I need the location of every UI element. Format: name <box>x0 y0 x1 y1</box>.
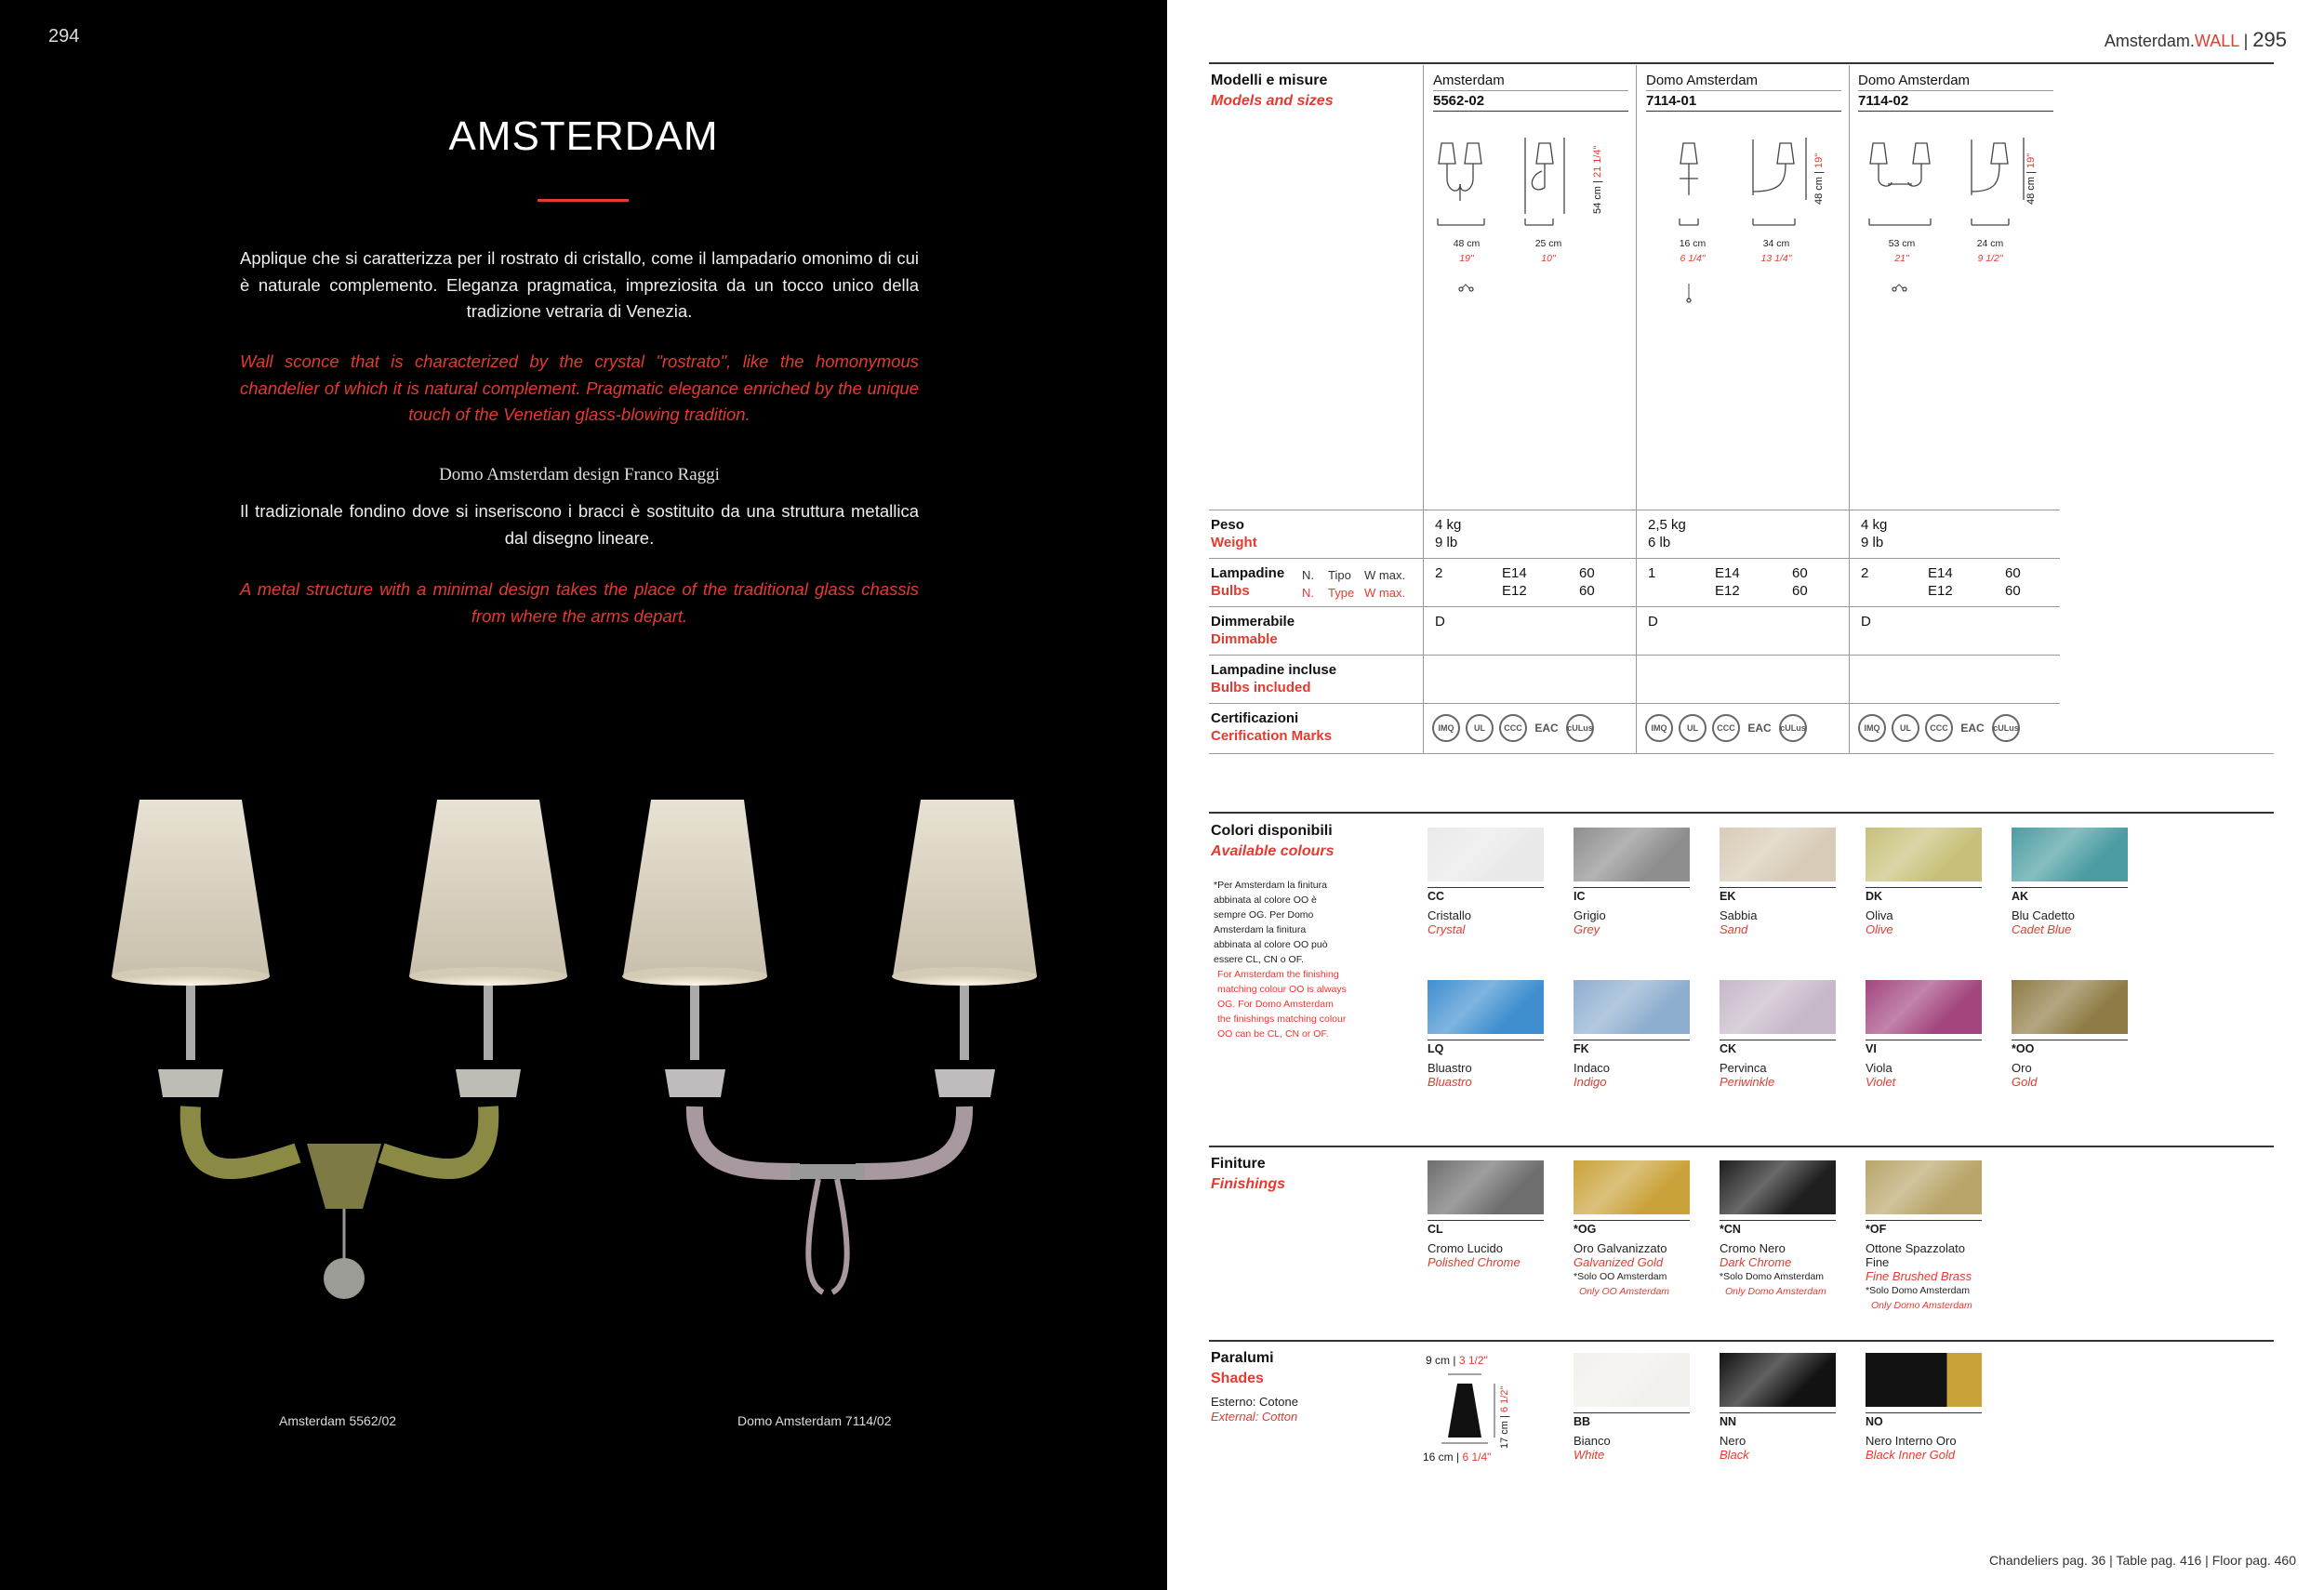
drawing-7114-01 <box>1646 130 1841 316</box>
culus-mark-icon: cULus <box>1992 714 2020 742</box>
bulbs-type-en: E12 <box>1715 583 1740 599</box>
swatch-item <box>1720 1353 1840 1462</box>
bulbs-col-type-en: Type <box>1328 586 1355 600</box>
cert-marks <box>1858 714 2020 742</box>
ccc-mark-icon: CCC <box>1712 714 1740 742</box>
weight-label-en: Weight <box>1211 535 1257 550</box>
bulbs-label-en: Bulbs <box>1211 583 1250 599</box>
swatch-nn <box>1720 1353 1836 1407</box>
swatch-rule <box>1574 1412 1690 1413</box>
shades-label-en: Shades <box>1211 1371 1264 1386</box>
swatch-name-en: Cadet Blue <box>2012 922 2072 936</box>
dim-width-1: 53 cm <box>1888 238 1916 249</box>
swatch-name: Pervinca <box>1720 1061 1767 1075</box>
row-rule <box>1209 606 2060 607</box>
dimmable-label: Dimmerabile <box>1211 614 1295 629</box>
bulbs-n: 2 <box>1435 565 1443 581</box>
eac-mark-icon: EAC <box>1960 722 1985 735</box>
swatch-cl <box>1428 1160 1544 1214</box>
finishes-label: Finiture <box>1211 1156 1266 1172</box>
swatch-code: NO <box>1866 1415 1883 1428</box>
swatch-code: CK <box>1720 1042 1737 1055</box>
swatch-name-en: Fine Brushed Brass <box>1866 1269 1972 1283</box>
culus-mark-icon: cULus <box>1566 714 1594 742</box>
bulbs-included-label: Lampadine incluse <box>1211 662 1337 678</box>
eac-mark-icon: EAC <box>1747 722 1772 735</box>
swatch-item <box>1866 1160 1986 1313</box>
description2-italian: Il tradizionale fondino dove si inseriscono i bracci è sostituito da una struttura metallica dal disegno lineare. <box>240 501 919 548</box>
top-rule <box>1209 62 2274 64</box>
bulbs-type: E14 <box>1715 565 1740 581</box>
dim-width-2-in: 13 1/4" <box>1760 253 1792 264</box>
swatch-note-en: Only OO Amsterdam <box>1579 1286 1670 1297</box>
caption-amsterdam: Amsterdam 5562/02 <box>279 1413 397 1428</box>
swatch-code: BB <box>1574 1415 1591 1428</box>
model-code-rule <box>1646 111 1841 112</box>
swatch-name-en: Crystal <box>1428 922 1466 936</box>
swatch-item <box>1574 828 1694 936</box>
swatch-code: *CN <box>1720 1223 1741 1236</box>
swatch-code: IC <box>1574 890 1586 903</box>
swatch-code: *OG <box>1574 1223 1597 1236</box>
certs-label-en: Cerification Marks <box>1211 728 1333 744</box>
finishes-label-en: Finishings <box>1211 1176 1285 1192</box>
model-code-rule <box>1858 111 2053 112</box>
swatch-item <box>1720 1160 1840 1299</box>
swatch-vi <box>1866 980 1982 1034</box>
shades-rule <box>1209 1340 2274 1342</box>
description-english: Wall sconce that is characterized by the crystal "rostrato", like the homonymous chandelier of which it is natural complement. Pragmatic elegance enriched by the unique touch of the Venetian glass-blowing tradition. <box>240 351 919 424</box>
swatch-code: *OF <box>1866 1223 1887 1236</box>
swatch-ek <box>1720 828 1836 881</box>
colours-note-en: For Amsterdam the finishing matching colour OO is always OG. For Domo Amsterdam the finishings matching colour OO can be CL, CN or OF. <box>1217 969 1347 1040</box>
dimmable-value: D <box>1435 614 1445 629</box>
product-photo-domo-amsterdam <box>604 800 1051 1320</box>
model-code: 5562-02 <box>1433 93 1485 109</box>
swatch-name-en: Periwinkle <box>1720 1075 1775 1089</box>
bulbs-wmax-en: 60 <box>1792 583 1808 599</box>
dim-width-1-in: 6 1/4" <box>1680 253 1706 264</box>
swatch-name-en: Black Inner Gold <box>1866 1448 1956 1462</box>
swatch-name: Bianco <box>1574 1434 1611 1448</box>
swatch-item <box>1866 980 1986 1089</box>
dim-width-2-in: 9 1/2" <box>1977 253 2003 264</box>
weight-value: 4 kg <box>1435 517 1462 533</box>
swatch-name: Indaco <box>1574 1061 1611 1075</box>
swatch-name: Oro <box>2012 1061 2032 1075</box>
swatch-item <box>1720 980 1840 1089</box>
bulbs-col-type: Tipo <box>1328 568 1351 582</box>
swatch-rule <box>2012 887 2128 888</box>
swatch-item <box>1574 980 1694 1089</box>
swatch-note: *Solo OO Amsterdam <box>1574 1271 1667 1282</box>
colours-label-en: Available colours <box>1211 843 1335 859</box>
product-photo-amsterdam <box>102 800 651 1320</box>
swatch-rule <box>1428 1220 1544 1221</box>
header-category: WALL <box>2194 32 2239 50</box>
swatch-name: Bluastro <box>1428 1061 1472 1075</box>
swatch-item <box>1428 828 1548 936</box>
swatch-name-en: White <box>1574 1448 1605 1462</box>
swatch-name: Cromo Nero <box>1720 1241 1786 1255</box>
row-rule <box>1209 753 2274 754</box>
dim-height-3: 48 cm | 19" <box>2025 152 2037 205</box>
row-rule <box>1209 655 2060 656</box>
swatch-item <box>1720 828 1840 936</box>
ul-mark-icon: UL <box>1892 714 1919 742</box>
model-code-rule <box>1433 111 1628 112</box>
swatch-name-en: Black <box>1720 1448 1749 1462</box>
swatch-code: CC <box>1428 890 1445 903</box>
dim-width-1-in: 19" <box>1459 253 1474 264</box>
title-underline <box>538 199 629 202</box>
swatch-rule <box>1428 887 1544 888</box>
swatch-oo <box>2012 980 2128 1034</box>
swatch-name-en: Bluastro <box>1428 1075 1472 1089</box>
swatch-ic <box>1574 828 1690 881</box>
page-header <box>2105 28 2287 52</box>
swatch-name-en: Galvanized Gold <box>1574 1255 1664 1269</box>
swatch-rule <box>1720 887 1836 888</box>
swatch-name: Blu Cadetto <box>2012 908 2075 922</box>
dimmable-value: D <box>1861 614 1871 629</box>
swatch-rule <box>1866 887 1982 888</box>
model-col-3 <box>1858 73 2053 110</box>
page-number-right: 295 <box>2252 28 2287 51</box>
model-col-1 <box>1433 73 1628 110</box>
row-rule <box>1209 703 2060 704</box>
swatch-name: Grigio <box>1574 908 1606 922</box>
finishes-rule <box>1209 1146 2274 1147</box>
swatch-name-en: Sand <box>1720 922 1748 936</box>
footer-cross-references: Chandeliers pag. 36 | Table pag. 416 | Floor pag. 460 <box>1988 1553 2296 1568</box>
swatch-code: CL <box>1428 1223 1443 1236</box>
imq-mark-icon: IMQ <box>1645 714 1673 742</box>
swatch-item <box>1574 1353 1694 1462</box>
swatch-rule <box>1866 1220 1982 1221</box>
swatch-note: *Solo Domo Amsterdam <box>1866 1285 1971 1296</box>
imq-mark-icon: IMQ <box>1858 714 1886 742</box>
swatch-name: Cristallo <box>1428 908 1471 922</box>
swatch-name-en: Indigo <box>1574 1075 1607 1089</box>
swatch-rule <box>1866 1412 1982 1413</box>
swatch-name-en: Polished Chrome <box>1428 1255 1521 1269</box>
swatch-code: LQ <box>1428 1042 1444 1055</box>
models-label: Modelli e misure <box>1211 73 1328 88</box>
swatch-item <box>1574 1160 1694 1299</box>
swatch-note-en: Only Domo Amsterdam <box>1725 1286 1826 1297</box>
bulbs-type: E14 <box>1502 565 1527 581</box>
models-label-en: Models and sizes <box>1211 93 1334 109</box>
swatch-name: Nero <box>1720 1434 1746 1448</box>
header-separator: | <box>2243 32 2249 50</box>
model-name-rule <box>1433 90 1628 91</box>
swatch-item <box>1428 1160 1548 1269</box>
swatch-name-en: Grey <box>1574 922 1600 936</box>
dim-width-1: 48 cm <box>1453 238 1481 249</box>
model-code: 7114-01 <box>1646 93 1697 109</box>
swatch-cn <box>1720 1160 1836 1214</box>
swatch-code: *OO <box>2012 1042 2035 1055</box>
ul-mark-icon: UL <box>1466 714 1494 742</box>
bulbs-type: E14 <box>1928 565 1953 581</box>
swatch-name: Viola <box>1866 1061 1892 1075</box>
swatch-item <box>2012 828 2132 936</box>
col-divider-1 <box>1423 65 1424 753</box>
bulbs-type-en: E12 <box>1502 583 1527 599</box>
model-code: 7114-02 <box>1858 93 1909 109</box>
col-divider-2 <box>1636 65 1637 753</box>
swatch-item <box>2012 980 2132 1089</box>
swatch-no <box>1866 1353 1982 1407</box>
dim-height-2: 48 cm | 19" <box>1813 152 1825 205</box>
swatch-lq <box>1428 980 1544 1034</box>
shades-label: Paralumi <box>1211 1350 1274 1366</box>
cert-marks <box>1432 714 1594 742</box>
shade-top-dim: 9 cm | 3 1/2" <box>1426 1354 1488 1367</box>
swatch-name: Oro Galvanizzato <box>1574 1241 1667 1255</box>
drawing-7114-02 <box>1858 130 2053 316</box>
dimmable-label-en: Dimmable <box>1211 631 1278 647</box>
colours-label: Colori disponibili <box>1211 823 1333 839</box>
swatch-rule <box>1574 1220 1690 1221</box>
swatch-note-en: Only Domo Amsterdam <box>1871 1300 1972 1311</box>
imq-mark-icon: IMQ <box>1432 714 1460 742</box>
swatch-cc <box>1428 828 1544 881</box>
shades-material: Esterno: Cotone <box>1211 1395 1298 1409</box>
swatch-code: FK <box>1574 1042 1589 1055</box>
row-rule <box>1209 558 2060 559</box>
swatch-name-en: Dark Chrome <box>1720 1255 1792 1269</box>
col-divider-3 <box>1849 65 1850 753</box>
bulbs-wmax-en: 60 <box>1579 583 1595 599</box>
dim-width-1: 16 cm <box>1679 238 1706 249</box>
bulbs-type-en: E12 <box>1928 583 1953 599</box>
bulbs-n: 2 <box>1861 565 1869 581</box>
swatch-fk <box>1574 980 1690 1034</box>
bulbs-col-wmax: W max. <box>1364 568 1406 582</box>
cert-marks <box>1645 714 1807 742</box>
swatch-name: Nero Interno Oro <box>1866 1434 1957 1448</box>
dimmable-value: D <box>1648 614 1658 629</box>
swatch-name: Ottone Spazzolato Fine <box>1866 1241 1965 1269</box>
header-collection: Amsterdam. <box>2104 32 2195 50</box>
bulbs-col-n: N. <box>1302 568 1314 582</box>
swatch-rule <box>1720 1220 1836 1221</box>
model-col-2 <box>1646 73 1841 110</box>
description-italian: Applique che si caratterizza per il rostrato di cristallo, come il lampadario omonimo di cui è naturale complemento. Eleganza pragmatica, impreziosita da un tocco unico della tradizione vetraria di Venezia. <box>240 248 919 321</box>
weight-label: Peso <box>1211 517 1244 533</box>
model-name: Domo Amsterdam <box>1646 73 1759 88</box>
bulbs-wmax: 60 <box>1579 565 1595 581</box>
swatch-of <box>1866 1160 1982 1214</box>
bulbs-n: 1 <box>1648 565 1656 581</box>
swatch-ck <box>1720 980 1836 1034</box>
swatch-dk <box>1866 828 1982 881</box>
certs-label: Certificazioni <box>1211 710 1299 726</box>
dim-width-2-in: 10" <box>1541 253 1556 264</box>
bulbs-wmax: 60 <box>2005 565 2021 581</box>
bulbs-col-n-en: N. <box>1302 586 1314 600</box>
shade-bottom-dim: 16 cm | 6 1/4" <box>1423 1451 1492 1464</box>
swatch-note: *Solo Domo Amsterdam <box>1720 1271 1825 1282</box>
designer-credit: Domo Amsterdam design Franco Raggi <box>439 465 720 484</box>
swatch-code: AK <box>2012 890 2029 903</box>
eac-mark-icon: EAC <box>1534 722 1559 735</box>
dim-width-2: 25 cm <box>1534 238 1562 249</box>
weight-value-en: 9 lb <box>1861 535 1884 550</box>
model-name: Amsterdam <box>1433 73 1505 88</box>
swatch-og <box>1574 1160 1690 1214</box>
swatch-name-en: Olive <box>1866 922 1893 936</box>
model-name-rule <box>1858 90 2053 91</box>
swatch-ak <box>2012 828 2128 881</box>
bulbs-col-wmax-en: W max. <box>1364 586 1406 600</box>
swatch-name: Cromo Lucido <box>1428 1241 1503 1255</box>
swatch-code: DK <box>1866 890 1883 903</box>
swatch-name: Oliva <box>1866 908 1893 922</box>
ccc-mark-icon: CCC <box>1925 714 1953 742</box>
dim-height-1: 54 cm | 21 1/4" <box>1592 145 1603 214</box>
model-name-rule <box>1646 90 1841 91</box>
page-title: AMSTERDAM <box>448 113 719 159</box>
swatch-code: NN <box>1720 1415 1737 1428</box>
dim-width-1-in: 21" <box>1894 253 1909 264</box>
weight-value: 2,5 kg <box>1648 517 1686 533</box>
ccc-mark-icon: CCC <box>1499 714 1527 742</box>
culus-mark-icon: cULus <box>1779 714 1807 742</box>
weight-value-en: 6 lb <box>1648 535 1671 550</box>
swatch-item <box>1866 1353 1986 1462</box>
bulbs-wmax: 60 <box>1792 565 1808 581</box>
swatch-bb <box>1574 1353 1690 1407</box>
dim-width-2: 24 cm <box>1976 238 2004 249</box>
swatch-item <box>1428 980 1548 1089</box>
swatch-item <box>1866 828 1986 936</box>
bulbs-wmax-en: 60 <box>2005 583 2021 599</box>
page-number-left: 294 <box>48 26 80 46</box>
swatch-name-en: Gold <box>2012 1075 2038 1089</box>
weight-value-en: 9 lb <box>1435 535 1458 550</box>
weight-value: 4 kg <box>1861 517 1888 533</box>
ul-mark-icon: UL <box>1679 714 1706 742</box>
swatch-code: VI <box>1866 1042 1877 1055</box>
colours-note: *Per Amsterdam la finitura abbinata al colore OO è sempre OG. Per Domo Amsterdam la finitura abbinata al colore OO può essere CL, CN o OF. <box>1214 880 1328 965</box>
shade-height-dim: 17 cm | 6 1/2" <box>1499 1385 1510 1449</box>
swatch-name: Sabbia <box>1720 908 1758 922</box>
swatch-code: EK <box>1720 890 1736 903</box>
swatch-rule <box>1574 887 1690 888</box>
dim-width-2: 34 cm <box>1762 238 1790 249</box>
description2-english: A metal structure with a minimal design takes the place of the traditional glass chassis from where the arms depart. <box>240 579 919 626</box>
bulbs-label: Lampadine <box>1211 565 1285 581</box>
bulbs-included-label-en: Bulbs included <box>1211 680 1311 696</box>
colours-rule <box>1209 812 2274 814</box>
swatch-rule <box>1720 1412 1836 1413</box>
swatch-name-en: Violet <box>1866 1075 1896 1089</box>
shades-material-en: External: Cotton <box>1211 1410 1298 1424</box>
caption-domo-amsterdam: Domo Amsterdam 7114/02 <box>737 1413 892 1428</box>
model-name: Domo Amsterdam <box>1858 73 1971 88</box>
